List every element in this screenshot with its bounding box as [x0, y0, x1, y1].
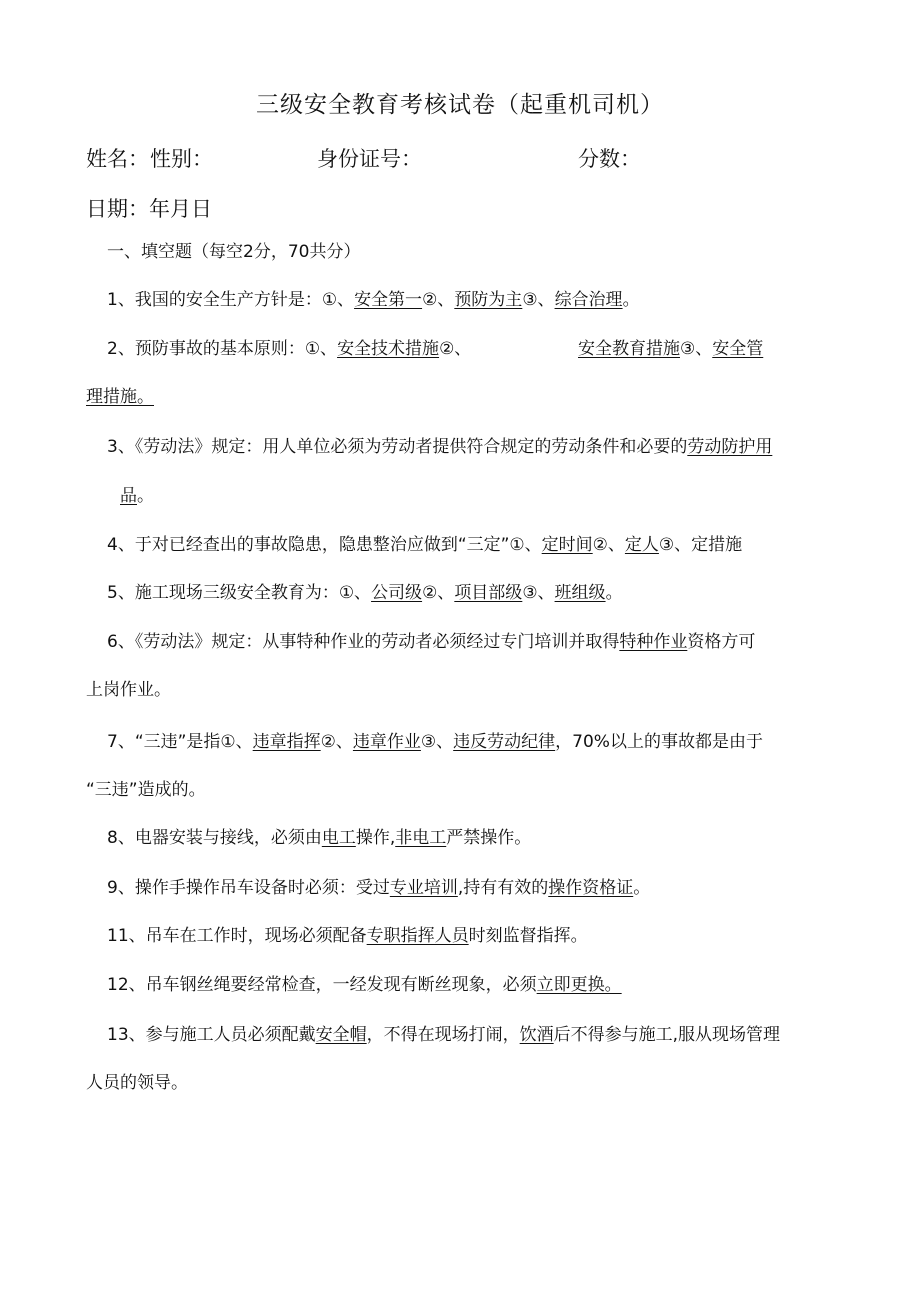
q11-text: 11、吊车在工作时，现场必须配备 [107, 926, 367, 946]
q8-answer-2: 非电工 [395, 828, 447, 848]
q11-answer-1: 专职指挥人员 [366, 926, 469, 946]
q7-text: 7、“三违”是指①、 [107, 732, 253, 752]
q5-answer-1: 公司级 [371, 583, 423, 603]
q5-end: 。 [605, 583, 623, 603]
q7-answer-3: 违反劳动纪律 [453, 732, 556, 752]
q2-answer-3a: 安全管 [712, 339, 764, 359]
id-number-label: 身份证号： [317, 147, 422, 171]
question-3 [107, 435, 772, 459]
q8-end: 严禁操作。 [446, 828, 532, 848]
q5-sep-1: ②、 [422, 583, 455, 603]
q3-text: 3、《劳动法》规定：用人单位必须为劳动者提供符合规定的劳动条件和必要的 [107, 437, 688, 457]
question-8 [107, 826, 531, 850]
q13-end: 后不得参与施工,服从现场管理 [553, 1025, 781, 1045]
q1-sep-2: ③、 [522, 290, 555, 310]
q8-answer-1: 电工 [321, 828, 356, 848]
score-label: 分数： [578, 147, 641, 171]
question-3-line-2 [120, 484, 154, 508]
q9-text: 9、操作手操作吊车设备时必须：受过 [107, 878, 390, 898]
q4-answer-1: 定时间 [541, 535, 593, 555]
q5-sep-2: ③、 [522, 583, 555, 603]
q9-mid: ,持有有效的 [457, 878, 549, 898]
q5-answer-3: 班组级 [554, 583, 606, 603]
section-heading: 一、填空题（每空2分，70共分） [107, 242, 361, 262]
q1-end: 。 [622, 290, 640, 310]
q6-mid: 资格方可 [687, 632, 756, 652]
q12-text: 12、吊车钢丝绳要经常检查，一经发现有断丝现象，必须 [107, 975, 537, 995]
q9-end: 。 [633, 878, 651, 898]
q7-end: ，70%以上的事故都是由于 [555, 732, 763, 752]
question-13 [107, 1023, 780, 1047]
q5-answer-2: 项目部级 [454, 583, 523, 603]
q2-sep-2: ③、 [680, 339, 713, 359]
q13-answer-2: 饮酒 [519, 1025, 554, 1045]
q1-answer-2: 预防为主 [454, 290, 523, 310]
q13-text: 13、参与施工人员必须配戴 [107, 1025, 316, 1045]
q4-sep-1: ②、 [592, 535, 625, 555]
question-11 [107, 924, 588, 948]
question-7 [107, 730, 763, 754]
q1-text: 1、我国的安全生产方针是：①、 [107, 290, 355, 310]
q7-sep-2: ③、 [420, 732, 454, 752]
q1-answer-3: 综合治理 [554, 290, 623, 310]
q5-text: 5、施工现场三级安全教育为：①、 [107, 583, 372, 603]
date-value: 年月日 [149, 197, 212, 221]
q3-end: 。 [137, 486, 154, 506]
q7-answer-1: 违章指挥 [252, 732, 321, 752]
q6-answer-1: 特种作业 [619, 632, 688, 652]
q7-sep-1: ②、 [320, 732, 353, 752]
name-label: 姓名： [86, 147, 149, 171]
q2-answer-3b: 理措施。 [86, 387, 154, 407]
question-9 [107, 876, 650, 900]
q2-answer-1: 安全技术措施 [337, 339, 440, 359]
q2-answer-2: 安全教育措施 [578, 339, 680, 359]
q9-answer-1: 专业培训 [389, 878, 458, 898]
date-label: 日期： [86, 197, 149, 221]
q11-end: 时刻监督指挥。 [468, 926, 588, 946]
q3-answer-1a: 劳动防护用 [687, 437, 773, 457]
question-13-line-2: 人员的领导。 [86, 1073, 188, 1093]
question-2-cont [578, 337, 763, 361]
q12-answer-1: 立即更换。 [536, 975, 622, 995]
q8-text: 8、电器安装与接线，必须由 [107, 828, 322, 848]
q9-answer-2: 操作资格证 [548, 878, 634, 898]
gender-label: 性别： [150, 147, 213, 171]
q6-text: 6、《劳动法》规定：从事特种作业的劳动者必须经过专门培训并取得 [107, 632, 620, 652]
q13-answer-1: 安全帽 [315, 1025, 367, 1045]
exam-title: 三级安全教育考核试卷（起重机司机） [256, 92, 664, 118]
question-4 [107, 533, 742, 557]
question-5 [107, 581, 623, 605]
question-12 [107, 973, 622, 997]
question-2-line-2 [86, 385, 154, 409]
question-2 [107, 337, 471, 361]
q1-sep-1: ②、 [422, 290, 455, 310]
q2-sep-1: ②、 [439, 339, 472, 359]
q8-mid: 操作, [355, 828, 396, 848]
question-6-line-2: 上岗作业。 [86, 680, 171, 700]
q4-answer-2: 定人 [624, 535, 659, 555]
q3-answer-1b: 品 [120, 486, 137, 506]
question-6 [107, 630, 755, 654]
q13-mid: ，不得在现场打闹， [366, 1025, 520, 1045]
question-1 [107, 288, 640, 312]
q7-answer-2: 违章作业 [352, 732, 421, 752]
q1-answer-1: 安全第一 [354, 290, 423, 310]
q4-sep-2: ③、定措施 [658, 535, 743, 555]
question-7-line-2: “三违”造成的。 [86, 780, 206, 800]
q4-text: 4、于对已经查出的事故隐患，隐患整治应做到“三定”①、 [107, 535, 542, 555]
q2-text: 2、预防事故的基本原则：①、 [107, 339, 338, 359]
date-line [86, 193, 212, 223]
